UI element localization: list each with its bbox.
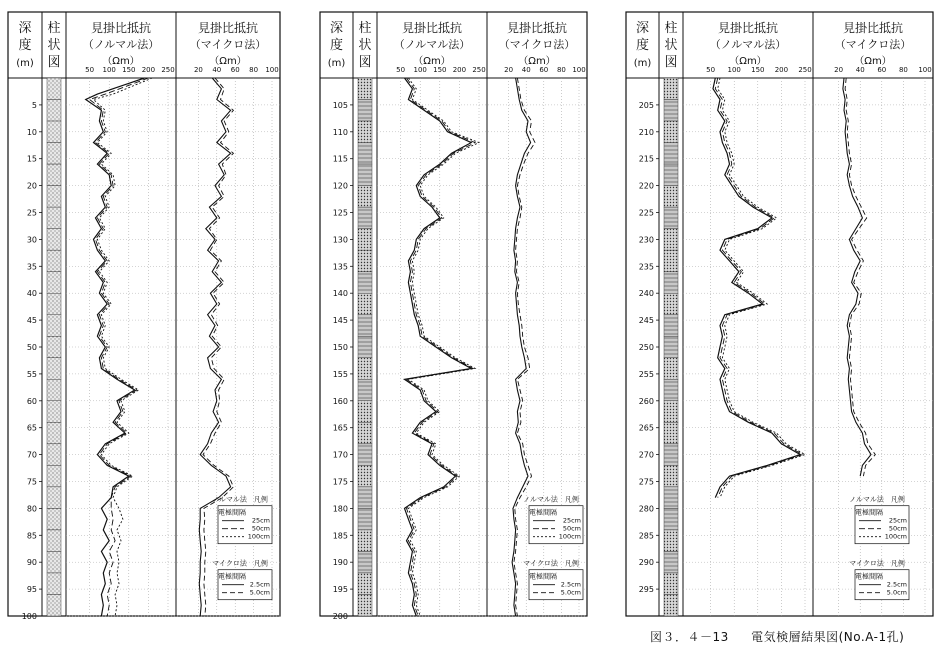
depth-header-text: 度 (329, 38, 344, 53)
depth-header-text: 度 (18, 38, 32, 53)
lithology-layer (47, 121, 61, 143)
legend-micro-subtitle: 電極間隔 (855, 572, 883, 581)
depth-tick-label: 255 (638, 369, 654, 379)
depth-header-text: 度 (635, 38, 650, 53)
normal-curve-25cm (713, 78, 800, 498)
legend-box (523, 495, 583, 600)
lithology-layer (664, 293, 678, 315)
depth-header-text: 深 (329, 21, 344, 36)
depth-tick-label: 65 (26, 423, 37, 433)
lithology-layer (47, 508, 61, 530)
legend-micro-item: 2.5cm (249, 580, 270, 589)
lithology-layer (47, 487, 61, 509)
lithology-layer (358, 573, 372, 595)
micro-x-tick-label: 100 (572, 66, 586, 74)
lithology-layer (47, 78, 61, 100)
lithology-layer (47, 143, 61, 165)
normal-unit: （Ωm） (102, 56, 140, 67)
legend-micro-title: マイクロ法 凡例 (212, 559, 268, 568)
depth-tick-label: 185 (332, 531, 348, 541)
normal-curve-100cm (718, 78, 805, 498)
lithology-layer (664, 594, 678, 616)
lithology-layer (664, 551, 678, 573)
lithology-layer (47, 250, 61, 272)
figure-number: 図３．４－13 (650, 630, 729, 644)
normal-x-tick-label: 250 (472, 66, 486, 74)
depth-tick-label: 45 (26, 316, 37, 326)
legend-normal-item: 50cm (562, 524, 581, 533)
normal-curve-50cm (715, 78, 802, 498)
depth-tick-label: 90 (26, 558, 37, 568)
lithology-layer (664, 487, 678, 509)
legend-micro-subtitle: 電極間隔 (529, 572, 557, 581)
micro-title: 見掛比抵抗 (506, 21, 568, 35)
legend-normal-title: ノルマル法 凡例 (523, 495, 579, 504)
normal-x-tick-label: 200 (774, 66, 789, 74)
legend-micro-item: 5.0cm (249, 588, 270, 597)
lithology-layer (664, 508, 678, 530)
depth-tick-label: 260 (638, 396, 654, 406)
lithology-layer (47, 465, 61, 487)
lithology-layer (358, 465, 372, 487)
legend-normal-subtitle: 電極間隔 (218, 508, 246, 517)
lithology-layer (47, 186, 61, 208)
lithology-layer (358, 508, 372, 530)
normal-x-tick-label: 100 (727, 66, 741, 74)
lithology-layer (358, 121, 372, 143)
lithology-layer (358, 358, 372, 380)
lithology-layer (47, 315, 61, 337)
depth-tick-label: 145 (332, 316, 348, 326)
micro-title: 見掛比抵抗 (197, 21, 259, 35)
legend-box (849, 495, 909, 600)
lithology-layer (664, 358, 678, 380)
lithology-layer (664, 444, 678, 466)
column-header-text: 柱 (664, 21, 678, 36)
micro-x-tick-label: 80 (249, 66, 259, 74)
legend-micro-title: マイクロ法 凡例 (523, 559, 579, 568)
lithology-layer (664, 186, 678, 208)
depth-tick-label: 120 (332, 181, 348, 191)
micro-unit: （Ωm） (209, 56, 247, 67)
depth-tick-label: 125 (332, 208, 348, 218)
depth-tick-label: 70 (26, 450, 37, 460)
legend-normal-subtitle: 電極間隔 (855, 508, 883, 517)
micro-x-tick-label: 20 (834, 66, 844, 74)
depth-tick-label: 5 (31, 100, 37, 110)
depth-tick-label: 290 (638, 558, 654, 568)
lithology-layer (47, 422, 61, 444)
depth-tick-label: 240 (638, 289, 654, 299)
legend-micro-item: 2.5cm (886, 580, 907, 589)
column-header-text: 柱 (358, 21, 372, 36)
legend-micro-item: 2.5cm (560, 580, 581, 589)
micro-x-tick-label: 60 (877, 66, 887, 74)
depth-header-text: (m) (16, 58, 34, 69)
normal-x-tick-label: 250 (798, 66, 812, 74)
depth-tick-label: 180 (332, 504, 348, 514)
legend-micro-item: 5.0cm (886, 588, 907, 597)
micro-subtitle: （マイクロ法） (834, 38, 912, 51)
lithology-layer (358, 336, 372, 358)
depth-tick-label: 175 (332, 477, 348, 487)
micro-title: 見掛比抵抗 (842, 21, 904, 35)
legend-normal-item: 25cm (562, 516, 581, 525)
depth-tick-label: 55 (26, 369, 37, 379)
depth-tick-label: 195 (332, 585, 348, 595)
lithology-layer (358, 444, 372, 466)
normal-x-tick-label: 200 (141, 66, 156, 74)
depth-tick-label: 280 (638, 504, 654, 514)
depth-tick-label: 250 (638, 343, 654, 352)
depth-tick-label: 110 (332, 127, 348, 137)
lithology-layer (664, 250, 678, 272)
depth-tick-label: 230 (638, 235, 654, 245)
depth-tick-label: 155 (332, 369, 348, 379)
legend-normal-item: 50cm (888, 524, 907, 533)
normal-title: 見掛比抵抗 (401, 21, 463, 35)
depth-tick-label: 25 (26, 208, 37, 218)
lithology-layer (47, 444, 61, 466)
lithology-layer (47, 594, 61, 616)
depth-tick-label: 210 (638, 127, 654, 137)
lithology-layer (664, 315, 678, 337)
lithology-layer (664, 100, 678, 122)
legend-normal-item: 100cm (884, 532, 907, 541)
depth-header-text: (m) (327, 58, 346, 69)
log-panel-3 (626, 12, 933, 616)
depth-tick-label: 160 (332, 396, 348, 406)
legend-micro-item: 5.0cm (560, 588, 581, 597)
normal-x-tick-label: 150 (433, 66, 447, 74)
legend-normal-item: 100cm (247, 532, 270, 541)
lithology-layer (358, 422, 372, 444)
depth-tick-label: 225 (638, 208, 654, 218)
normal-x-tick-label: 50 (396, 66, 406, 74)
micro-x-tick-label: 20 (504, 66, 514, 74)
normal-x-tick-label: 150 (751, 66, 765, 74)
legend-normal-subtitle: 電極間隔 (529, 508, 557, 517)
lithology-layer (664, 530, 678, 552)
legend-normal-item: 25cm (888, 516, 907, 525)
normal-subtitle: （ノルマル法） (709, 38, 787, 51)
depth-tick-label: 85 (26, 531, 37, 541)
lithology-layer (358, 379, 372, 401)
lithology-layer (47, 293, 61, 315)
lithology-layer (664, 401, 678, 423)
micro-x-tick-label: 20 (193, 66, 203, 74)
depth-tick-label: 190 (332, 558, 348, 568)
depth-tick-label: 200 (332, 612, 348, 621)
lithology-layer (358, 250, 372, 272)
figure-caption (650, 628, 904, 645)
column-header-text: 図 (47, 55, 61, 70)
micro-x-tick-label: 40 (212, 66, 222, 74)
legend-normal-item: 100cm (558, 532, 581, 541)
depth-tick-label: 165 (332, 423, 348, 433)
lithology-layer (358, 594, 372, 616)
lithology-layer (358, 272, 372, 294)
column-header-text: 状 (47, 38, 61, 53)
lithology-layer (358, 530, 372, 552)
depth-tick-label: 140 (332, 289, 348, 299)
depth-tick-label: 100 (21, 612, 37, 621)
depth-tick-label: 170 (332, 450, 348, 460)
legend-box (212, 495, 272, 600)
lithology-layer (358, 487, 372, 509)
depth-tick-label: 75 (26, 477, 37, 487)
depth-tick-label: 40 (26, 289, 37, 299)
normal-title: 見掛比抵抗 (717, 21, 779, 35)
lithology-layer (664, 143, 678, 165)
lithology-layer (664, 379, 678, 401)
lithology-layer (47, 100, 61, 122)
lithology-layer (47, 336, 61, 358)
log-panel-2 (320, 12, 587, 621)
legend-micro-title: マイクロ法 凡例 (849, 559, 905, 568)
depth-tick-label: 205 (638, 100, 654, 110)
lithology-layer (664, 121, 678, 143)
micro-subtitle: （マイクロ法） (498, 38, 576, 51)
lithology-layer (47, 551, 61, 573)
depth-tick-label: 135 (332, 262, 348, 272)
lithology-layer (664, 422, 678, 444)
normal-title: 見掛比抵抗 (90, 21, 152, 35)
depth-tick-label: 275 (638, 477, 654, 487)
log-panel-1 (8, 12, 280, 621)
lithology-layer (358, 551, 372, 573)
lithology-layer (47, 164, 61, 186)
lithology-layer (47, 401, 61, 423)
column-header-text: 状 (664, 38, 678, 53)
normal-x-tick-label: 100 (413, 66, 427, 74)
depth-tick-label: 10 (26, 127, 37, 137)
depth-header-text: 深 (18, 21, 32, 36)
depth-tick-label: 130 (332, 235, 348, 245)
micro-x-tick-label: 80 (898, 66, 908, 74)
lithology-layer (664, 272, 678, 294)
normal-unit: （Ωm） (729, 56, 767, 67)
depth-tick-label: 285 (638, 531, 654, 541)
micro-curve-2.5cm (843, 78, 871, 476)
lithology-layer (664, 164, 678, 186)
micro-x-tick-label: 80 (556, 66, 566, 74)
lithology-layer (47, 207, 61, 229)
column-header-text: 図 (664, 55, 678, 70)
depth-tick-label: 35 (26, 262, 37, 272)
depth-tick-label: 80 (26, 504, 37, 514)
lithology-layer (358, 401, 372, 423)
depth-tick-label: 220 (638, 181, 654, 191)
micro-x-tick-label: 40 (855, 66, 865, 74)
legend-normal-title: ノルマル法 凡例 (849, 495, 905, 504)
normal-x-tick-label: 200 (452, 66, 467, 74)
depth-tick-label: 215 (638, 154, 654, 164)
lithology-layer (47, 272, 61, 294)
lithology-layer (664, 78, 678, 100)
lithology-layer (358, 207, 372, 229)
lithology-layer (47, 379, 61, 401)
lithology-layer (358, 100, 372, 122)
column-header-text: 図 (358, 55, 372, 70)
depth-tick-label: 270 (638, 450, 654, 460)
normal-subtitle: （ノルマル法） (393, 38, 471, 51)
legend-normal-item: 50cm (251, 524, 270, 533)
lithology-layer (47, 530, 61, 552)
micro-curve-5.0cm (845, 78, 875, 476)
normal-curve-50cm (90, 78, 149, 616)
depth-tick-label: 50 (26, 343, 37, 352)
depth-tick-label: 235 (638, 262, 654, 272)
column-header-text: 状 (358, 38, 372, 53)
depth-tick-label: 115 (332, 154, 348, 164)
lithology-layer (358, 293, 372, 315)
depth-tick-label: 60 (26, 396, 37, 406)
micro-unit: （Ωm） (854, 56, 892, 67)
micro-x-tick-label: 100 (265, 66, 279, 74)
depth-tick-label: 30 (26, 235, 37, 245)
depth-tick-label: 15 (26, 154, 37, 164)
normal-x-tick-label: 150 (122, 66, 136, 74)
micro-x-tick-label: 60 (539, 66, 549, 74)
micro-x-tick-label: 40 (521, 66, 531, 74)
lithology-layer (47, 358, 61, 380)
lithology-layer (664, 207, 678, 229)
lithology-layer (47, 573, 61, 595)
legend-micro-subtitle: 電極間隔 (218, 572, 246, 581)
micro-subtitle: （マイクロ法） (189, 38, 267, 51)
lithology-layer (358, 78, 372, 100)
normal-subtitle: （ノルマル法） (82, 38, 160, 51)
legend-normal-title: ノルマル法 凡例 (212, 495, 268, 504)
depth-tick-label: 105 (332, 100, 348, 110)
depth-tick-label: 295 (638, 585, 654, 595)
lithology-layer (358, 164, 372, 186)
normal-x-tick-label: 100 (102, 66, 116, 74)
lithology-layer (664, 573, 678, 595)
legend-normal-item: 25cm (251, 516, 270, 525)
column-header-text: 柱 (47, 21, 61, 36)
depth-tick-label: 20 (26, 181, 37, 191)
lithology-layer (664, 229, 678, 251)
lithology-layer (358, 315, 372, 337)
figure-title: 電気検層結果図(No.A-1孔) (751, 630, 905, 644)
depth-tick-label: 95 (26, 585, 37, 595)
normal-unit: （Ωm） (413, 56, 451, 67)
micro-unit: （Ωm） (518, 56, 556, 67)
depth-header-text: (m) (633, 58, 652, 69)
depth-tick-label: 150 (332, 343, 348, 352)
lithology-layer (664, 336, 678, 358)
depth-tick-label: 265 (638, 423, 654, 433)
micro-x-tick-label: 100 (918, 66, 932, 74)
micro-x-tick-label: 60 (230, 66, 240, 74)
lithology-layer (358, 143, 372, 165)
normal-x-tick-label: 50 (85, 66, 95, 74)
lithology-layer (47, 229, 61, 251)
lithology-layer (664, 465, 678, 487)
normal-x-tick-label: 250 (161, 66, 175, 74)
depth-header-text: 深 (635, 21, 650, 36)
normal-x-tick-label: 50 (706, 66, 716, 74)
depth-tick-label: 245 (638, 316, 654, 326)
lithology-layer (358, 229, 372, 251)
lithology-layer (358, 186, 372, 208)
